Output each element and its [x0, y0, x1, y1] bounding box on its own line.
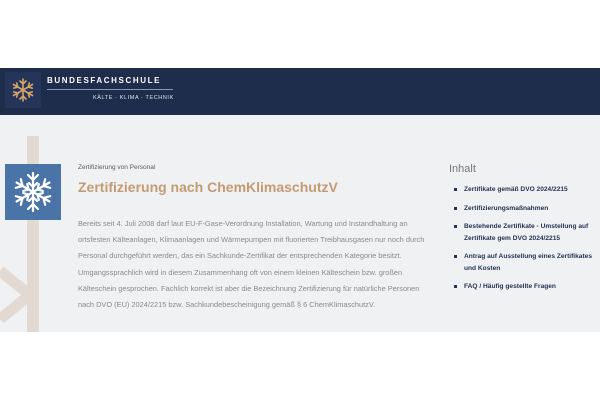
toc-link-zertifikate[interactable]: Zertifikate gemäß DVO 2024/2215 [453, 184, 593, 196]
breadcrumb[interactable]: Zertifizierung von Personal [78, 164, 156, 171]
main-content [0, 115, 600, 332]
brand-divider [47, 89, 173, 90]
toc-heading: Inhalt [449, 163, 476, 175]
brand-title[interactable]: BUNDESFACHSCHULE [47, 76, 162, 85]
decorative-chevron-icon [0, 265, 40, 325]
toc-link-faq[interactable]: FAQ / Häufig gestellte Fragen [453, 281, 593, 293]
page-title: Zertifizierung nach ChemKlimaschutzV [78, 179, 338, 195]
toc-link-umstellung[interactable]: Bestehende Zertifikate - Umstellung auf Zertifikate gem DVO 2024/2215 [453, 221, 593, 244]
section-icon-box [5, 164, 61, 220]
site-logo[interactable] [5, 72, 41, 108]
toc-link-antrag[interactable]: Antrag auf Ausstellung eines Zertifikates und Kosten [453, 251, 593, 274]
snowflake-icon [11, 170, 55, 214]
intro-paragraph: Bereits seit 4. Juli 2008 darf laut EU-F-Gase-Verordnung Installation, Wartung und Instandhaltung an ortsfesten Kälteanlagen, Klimaanlagen und Wärmepumpen mit fluorierten Treibhausgasen nur noch durch Personal durchgeführt werden, das ein Sachkunde-Zertifikat der entsprechenden Kategorie besitzt. Umgangssprachlich wird in diesem Zusammenhang oft von einem kleinen Kälteschein bzw. großen Kälteschein gesprochen. Fachlich korrekt ist aber die Bezeichnung Zertifizierung für natürliche Personen nach DVO (EU) 2024/2215 bzw. Sachkundebescheinigung gemäß § 6 ChemKlimaschutzV. [78, 219, 425, 310]
snowflake-icon [10, 77, 36, 103]
toc-list [453, 184, 593, 300]
toc-link-massnahmen[interactable]: Zertifizierungsmaßnahmen [453, 203, 593, 215]
brand-subtitle: KÄLTE · KLIMA · TECHNIK [93, 95, 174, 101]
